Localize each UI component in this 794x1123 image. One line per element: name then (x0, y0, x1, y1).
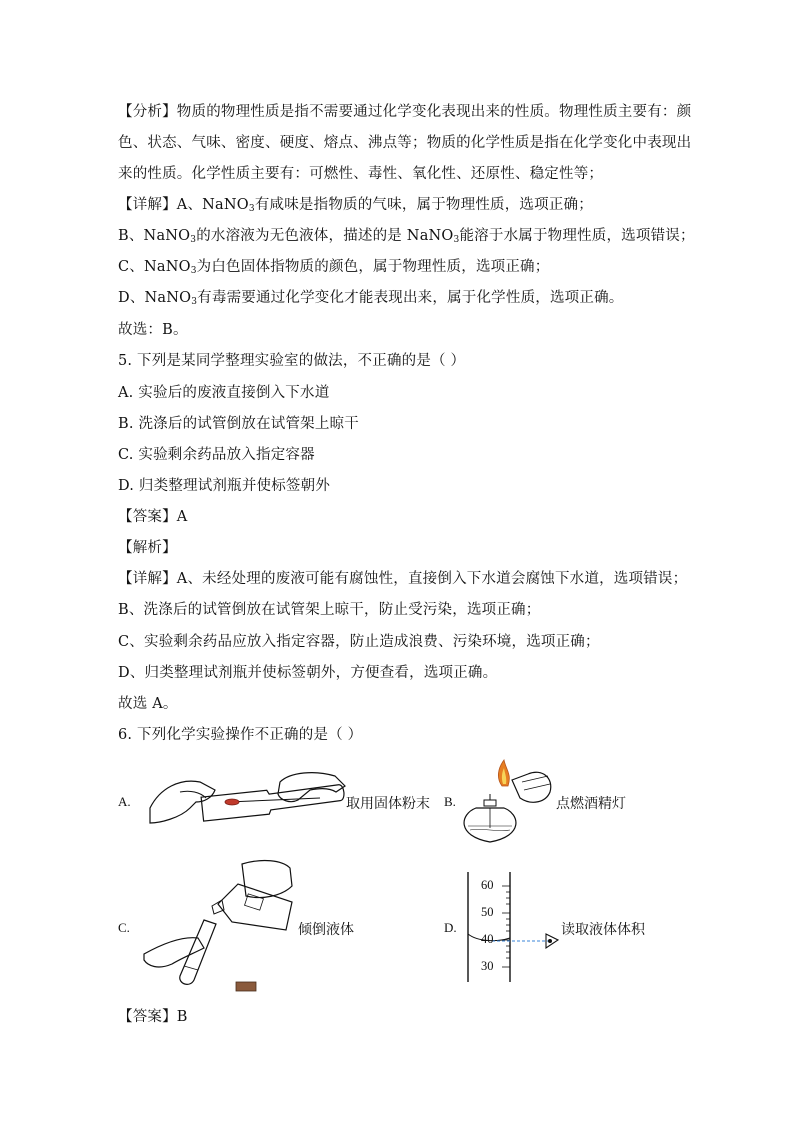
pour-liquid-illustration (142, 856, 302, 996)
q5-answer: 【答案】A (118, 509, 188, 525)
tick-label-50: 50 (481, 905, 494, 919)
q5-analysis-label: 【解析】 (118, 540, 177, 556)
detail4-line-d: D、NaNO$_3$有毒需要通过化学变化才能表现出来，属于化学性质，选项正确。 (118, 290, 624, 307)
analysis-line-2: 色、状态、气味、密度、硬度、熔点、沸点等；物质的化学性质是指在化学变化中表现出 (118, 135, 692, 151)
q6-option-d-letter: D. (444, 920, 457, 935)
measuring-cylinder-illustration (462, 868, 572, 986)
q5-detail-a: 【详解】A、未经处理的废液可能有腐蚀性，直接倒入下水道会腐蚀下水道，选项错误； (118, 571, 688, 587)
q5-detail-d: D、归类整理试剂瓶并使标签朝外，方便查看，选项正确。 (118, 665, 498, 681)
q6-stem: 6. 下列化学实验操作不正确的是（ ） (118, 727, 363, 743)
detail4-line-c: C、NaNO$_3$为白色固体指物质的颜色，属于物理性质，选项正确； (118, 259, 550, 276)
tick-label-60: 60 (481, 878, 494, 892)
q5-stem: 5. 下列是某同学整理实验室的做法，不正确的是（ ） (118, 353, 466, 369)
q6-option-b-caption: 点燃酒精灯 (556, 796, 626, 812)
q6-option-c-letter: C. (118, 920, 130, 935)
analysis-line-1: 【分析】物质的物理性质是指不需要通过化学变化表现出来的性质。物理性质主要有：颜 (118, 104, 692, 120)
q6-answer: 【答案】B (118, 1009, 188, 1025)
analysis-line-3: 来的性质。化学性质主要有：可燃性、毒性、氧化性、还原性、稳定性等； (118, 166, 604, 182)
detail4-line-b: B、NaNO$_3$的水溶液为无色液体，描述的是 NaNO$_3$能溶于水属于物理性质，选项错误； (118, 228, 695, 245)
q5-option-b: B. 洗涤后的试管倒放在试管架上晾干 (118, 416, 359, 432)
q5-conclusion: 故选 A。 (118, 696, 178, 712)
detail4-line-a: 【详解】A、NaNO$_3$有咸味是指物质的气味，属于物理性质，选项正确； (118, 197, 593, 214)
powder-spatula-illustration (140, 768, 345, 838)
tick-label-40: 40 (481, 932, 494, 946)
q5-detail-b: B、洗涤后的试管倒放在试管架上晾干，防止受污染，选项正确； (118, 602, 541, 618)
q5-option-c: C. 实验剩余药品放入指定容器 (118, 447, 315, 463)
q5-option-d: D. 归类整理试剂瓶并使标签朝外 (118, 478, 331, 494)
q5-detail-c: C、实验剩余药品应放入指定容器，防止造成浪费、污染环境，选项正确； (118, 634, 600, 650)
q6-option-a-caption: 取用固体粉末 (346, 796, 430, 812)
tick-label-30: 30 (481, 959, 494, 973)
q6-option-b-letter: B. (444, 794, 456, 809)
q6-option-c-caption: 倾倒液体 (298, 922, 354, 938)
alcohol-lamp-illustration (462, 756, 562, 848)
q5-option-a: A. 实验后的废液直接倒入下水道 (118, 385, 330, 401)
detail4-conclusion: 故选：B。 (118, 322, 188, 338)
q6-option-d-caption: 读取液体体积 (561, 922, 645, 938)
q6-option-a-letter: A. (118, 794, 131, 809)
